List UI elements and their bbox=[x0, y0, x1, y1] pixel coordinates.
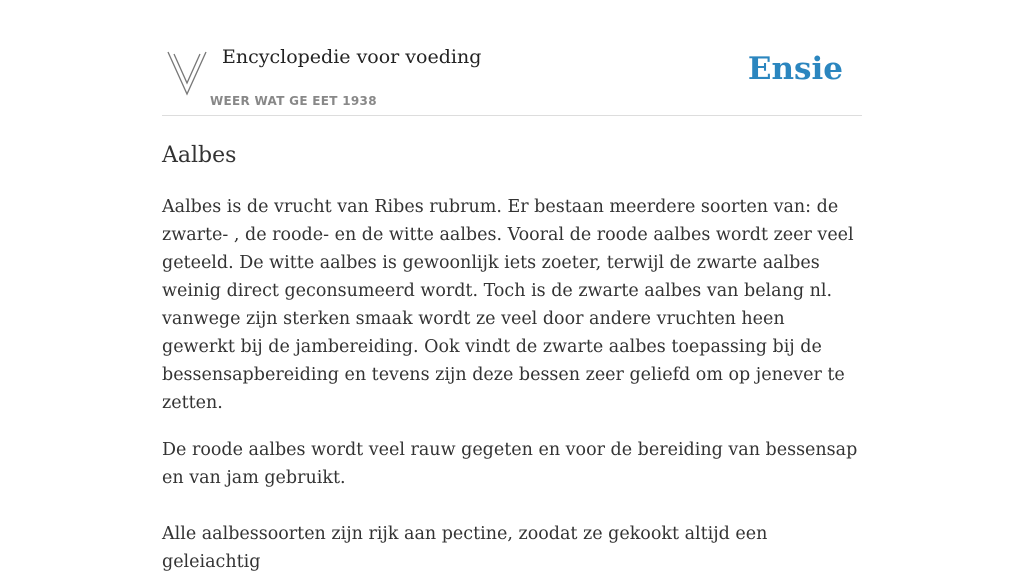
site-header bbox=[162, 0, 862, 116]
article-title: Aalbes bbox=[162, 143, 237, 168]
article-paragraph: De roode aalbes wordt veel rauw gegeten en voor de bereiding van bessensap en van jam gebruikt. bbox=[162, 440, 858, 488]
content-container bbox=[162, 0, 862, 576]
v-letter-logo-icon[interactable] bbox=[166, 50, 208, 96]
site-subtitle: WEER WAT GE EET 1938 bbox=[210, 94, 377, 108]
brand-logo[interactable]: Ensie bbox=[747, 51, 843, 87]
article-paragraph: Aalbes is de vrucht van Ribes rubrum. Er bestaan meerdere soorten van: de zwarte- , de roode- en de witte aalbes. Vooral de roode aalbes wordt zeer veel geteeld. De witte aalbes is gewoonlijk iets zoeter, terwijl de zwarte aalbes weinig direct geconsumeerd wordt. Toch is de zwarte aalbes van belang nl. vanwege zijn sterken smaak wordt ze veel door andere vruchten heen gewerkt bij de jambereiding. Ook vindt de zwarte aalbes toepassing bij de bessensapbereiding en tevens zijn deze bessen zeer geliefd om op jenever te zetten. bbox=[162, 197, 854, 413]
site-title[interactable]: Encyclopedie voor voeding bbox=[222, 46, 482, 68]
article-paragraph: Alle aalbessoorten zijn rijk aan pectine, zoodat ze gekookt altijd een geleiachtig bbox=[162, 524, 768, 572]
